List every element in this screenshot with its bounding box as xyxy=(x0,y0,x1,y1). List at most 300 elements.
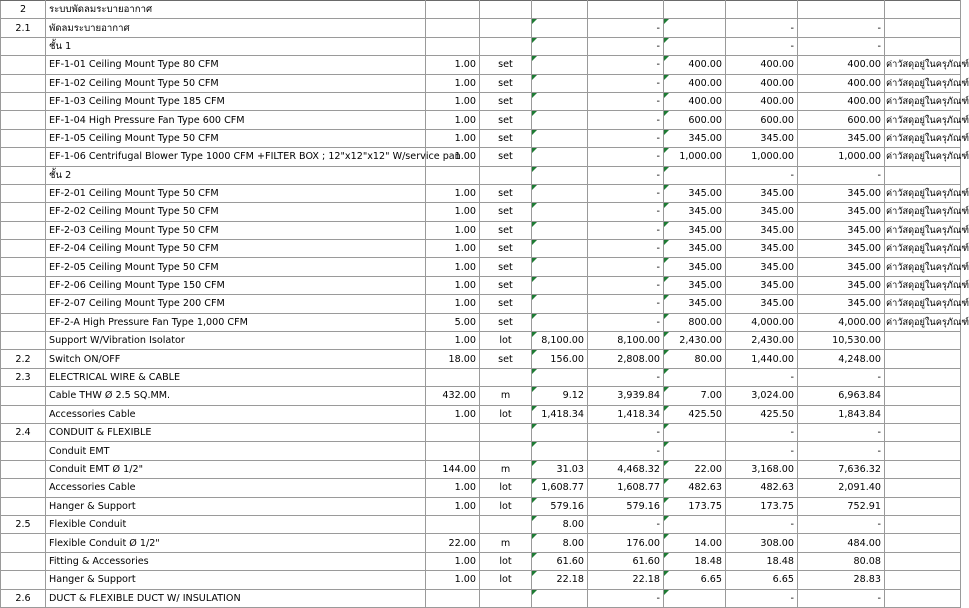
remark-cell[interactable] xyxy=(885,589,961,607)
grand-total-cell[interactable]: - xyxy=(798,368,885,386)
quantity-cell[interactable] xyxy=(426,19,480,37)
labor-unit-price-cell[interactable]: 2,430.00 xyxy=(664,332,726,350)
unit-cell[interactable] xyxy=(480,515,532,533)
item-number-cell[interactable] xyxy=(1,166,46,184)
remark-cell[interactable] xyxy=(885,442,961,460)
item-number-cell[interactable] xyxy=(1,258,46,276)
material-unit-price-cell[interactable]: 579.16 xyxy=(532,497,588,515)
grand-total-cell[interactable]: 345.00 xyxy=(798,221,885,239)
quantity-cell[interactable] xyxy=(426,515,480,533)
description-cell[interactable]: EF-2-06 Ceiling Mount Type 150 CFM xyxy=(46,276,426,294)
labor-unit-price-cell[interactable]: 345.00 xyxy=(664,129,726,147)
description-cell[interactable]: Conduit EMT Ø 1/2" xyxy=(46,460,426,478)
material-unit-price-cell[interactable]: 22.18 xyxy=(532,571,588,589)
description-cell[interactable]: EF-1-04 High Pressure Fan Type 600 CFM xyxy=(46,111,426,129)
labor-unit-price-cell[interactable]: 400.00 xyxy=(664,74,726,92)
description-cell[interactable]: Cable THW Ø 2.5 SQ.MM. xyxy=(46,387,426,405)
material-total-cell[interactable]: - xyxy=(588,148,664,166)
grand-total-cell[interactable]: 1,000.00 xyxy=(798,148,885,166)
description-cell[interactable]: Conduit EMT xyxy=(46,442,426,460)
unit-cell[interactable]: set xyxy=(480,148,532,166)
remark-cell[interactable] xyxy=(885,423,961,441)
material-total-cell[interactable]: - xyxy=(588,589,664,607)
labor-total-cell[interactable]: 400.00 xyxy=(726,74,798,92)
unit-cell[interactable]: set xyxy=(480,111,532,129)
description-cell[interactable]: ELECTRICAL WIRE & CABLE xyxy=(46,368,426,386)
item-number-cell[interactable] xyxy=(1,221,46,239)
material-unit-price-cell[interactable] xyxy=(532,92,588,110)
material-unit-price-cell[interactable] xyxy=(532,295,588,313)
remark-cell[interactable] xyxy=(885,460,961,478)
material-unit-price-cell[interactable] xyxy=(532,368,588,386)
labor-total-cell[interactable]: - xyxy=(726,442,798,460)
grand-total-cell[interactable]: - xyxy=(798,37,885,55)
item-number-cell[interactable] xyxy=(1,332,46,350)
grand-total-cell[interactable]: 4,000.00 xyxy=(798,313,885,331)
labor-unit-price-cell[interactable]: 7.00 xyxy=(664,387,726,405)
quantity-cell[interactable]: 432.00 xyxy=(426,387,480,405)
material-total-cell[interactable]: - xyxy=(588,368,664,386)
unit-cell[interactable]: set xyxy=(480,184,532,202)
unit-cell[interactable]: m xyxy=(480,460,532,478)
labor-unit-price-cell[interactable] xyxy=(664,589,726,607)
item-number-cell[interactable] xyxy=(1,295,46,313)
description-cell[interactable]: EF-1-03 Ceiling Mount Type 185 CFM xyxy=(46,92,426,110)
remark-cell[interactable] xyxy=(885,497,961,515)
labor-total-cell[interactable]: 345.00 xyxy=(726,295,798,313)
remark-cell[interactable]: ค่าวัสดุอยู่ในครุภัณฑ์ xyxy=(885,203,961,221)
grand-total-cell[interactable]: 400.00 xyxy=(798,74,885,92)
labor-total-cell[interactable]: 308.00 xyxy=(726,534,798,552)
material-total-cell[interactable]: 22.18 xyxy=(588,571,664,589)
grand-total-cell[interactable]: - xyxy=(798,442,885,460)
unit-cell[interactable] xyxy=(480,19,532,37)
item-number-cell[interactable] xyxy=(1,460,46,478)
labor-total-cell[interactable]: 1,440.00 xyxy=(726,350,798,368)
remark-cell[interactable]: ค่าวัสดุอยู่ในครุภัณฑ์ xyxy=(885,74,961,92)
quantity-cell[interactable]: 1.00 xyxy=(426,571,480,589)
quantity-cell[interactable] xyxy=(426,368,480,386)
material-total-cell[interactable]: - xyxy=(588,313,664,331)
material-unit-price-cell[interactable] xyxy=(532,1,588,19)
material-total-cell[interactable]: - xyxy=(588,258,664,276)
item-number-cell[interactable]: 2.1 xyxy=(1,19,46,37)
grand-total-cell[interactable]: - xyxy=(798,423,885,441)
unit-cell[interactable] xyxy=(480,589,532,607)
grand-total-cell[interactable]: 400.00 xyxy=(798,92,885,110)
labor-unit-price-cell[interactable] xyxy=(664,37,726,55)
labor-unit-price-cell[interactable]: 400.00 xyxy=(664,92,726,110)
labor-unit-price-cell[interactable]: 345.00 xyxy=(664,240,726,258)
labor-total-cell[interactable]: 2,430.00 xyxy=(726,332,798,350)
material-unit-price-cell[interactable]: 9.12 xyxy=(532,387,588,405)
material-unit-price-cell[interactable] xyxy=(532,203,588,221)
material-total-cell[interactable]: 1,418.34 xyxy=(588,405,664,423)
unit-cell[interactable]: set xyxy=(480,295,532,313)
quantity-cell[interactable]: 1.00 xyxy=(426,497,480,515)
description-cell[interactable]: Flexible Conduit Ø 1/2" xyxy=(46,534,426,552)
material-unit-price-cell[interactable] xyxy=(532,184,588,202)
unit-cell[interactable] xyxy=(480,37,532,55)
labor-total-cell[interactable]: 345.00 xyxy=(726,184,798,202)
remark-cell[interactable] xyxy=(885,534,961,552)
remark-cell[interactable]: ค่าวัสดุอยู่ในครุภัณฑ์ xyxy=(885,313,961,331)
grand-total-cell[interactable]: - xyxy=(798,589,885,607)
unit-cell[interactable]: set xyxy=(480,56,532,74)
labor-unit-price-cell[interactable] xyxy=(664,515,726,533)
labor-unit-price-cell[interactable]: 345.00 xyxy=(664,276,726,294)
description-cell[interactable]: EF-1-05 Ceiling Mount Type 50 CFM xyxy=(46,129,426,147)
quantity-cell[interactable]: 1.00 xyxy=(426,276,480,294)
material-unit-price-cell[interactable]: 8.00 xyxy=(532,534,588,552)
quantity-cell[interactable] xyxy=(426,589,480,607)
quantity-cell[interactable]: 1.00 xyxy=(426,148,480,166)
labor-total-cell[interactable]: - xyxy=(726,37,798,55)
item-number-cell[interactable] xyxy=(1,240,46,258)
item-number-cell[interactable]: 2 xyxy=(1,1,46,19)
quantity-cell[interactable]: 1.00 xyxy=(426,203,480,221)
material-total-cell[interactable]: 4,468.32 xyxy=(588,460,664,478)
material-unit-price-cell[interactable] xyxy=(532,56,588,74)
material-unit-price-cell[interactable] xyxy=(532,37,588,55)
grand-total-cell[interactable]: 752.91 xyxy=(798,497,885,515)
material-unit-price-cell[interactable]: 8,100.00 xyxy=(532,332,588,350)
grand-total-cell[interactable]: 4,248.00 xyxy=(798,350,885,368)
remark-cell[interactable] xyxy=(885,387,961,405)
description-cell[interactable]: Switch ON/OFF xyxy=(46,350,426,368)
material-unit-price-cell[interactable] xyxy=(532,442,588,460)
labor-total-cell[interactable]: 173.75 xyxy=(726,497,798,515)
quantity-cell[interactable] xyxy=(426,423,480,441)
remark-cell[interactable] xyxy=(885,552,961,570)
labor-unit-price-cell[interactable]: 425.50 xyxy=(664,405,726,423)
labor-total-cell[interactable]: 345.00 xyxy=(726,203,798,221)
grand-total-cell[interactable]: 28.83 xyxy=(798,571,885,589)
unit-cell[interactable]: lot xyxy=(480,552,532,570)
description-cell[interactable]: EF-2-A High Pressure Fan Type 1,000 CFM xyxy=(46,313,426,331)
labor-total-cell[interactable]: 400.00 xyxy=(726,92,798,110)
labor-total-cell[interactable]: 345.00 xyxy=(726,221,798,239)
unit-cell[interactable]: m xyxy=(480,387,532,405)
labor-unit-price-cell[interactable]: 22.00 xyxy=(664,460,726,478)
item-number-cell[interactable] xyxy=(1,442,46,460)
remark-cell[interactable] xyxy=(885,1,961,19)
unit-cell[interactable] xyxy=(480,1,532,19)
item-number-cell[interactable] xyxy=(1,313,46,331)
material-total-cell[interactable]: - xyxy=(588,240,664,258)
material-unit-price-cell[interactable] xyxy=(532,589,588,607)
item-number-cell[interactable] xyxy=(1,534,46,552)
labor-unit-price-cell[interactable]: 14.00 xyxy=(664,534,726,552)
labor-total-cell[interactable]: 1,000.00 xyxy=(726,148,798,166)
labor-total-cell[interactable]: - xyxy=(726,368,798,386)
labor-unit-price-cell[interactable]: 345.00 xyxy=(664,295,726,313)
item-number-cell[interactable] xyxy=(1,148,46,166)
item-number-cell[interactable]: 2.4 xyxy=(1,423,46,441)
quantity-cell[interactable]: 1.00 xyxy=(426,479,480,497)
quantity-cell[interactable]: 1.00 xyxy=(426,92,480,110)
unit-cell[interactable] xyxy=(480,166,532,184)
labor-unit-price-cell[interactable]: 1,000.00 xyxy=(664,148,726,166)
unit-cell[interactable]: lot xyxy=(480,479,532,497)
material-total-cell[interactable]: - xyxy=(588,129,664,147)
grand-total-cell[interactable]: 400.00 xyxy=(798,56,885,74)
remark-cell[interactable]: ค่าวัสดุอยู่ในครุภัณฑ์ xyxy=(885,111,961,129)
labor-total-cell[interactable]: 345.00 xyxy=(726,258,798,276)
material-unit-price-cell[interactable] xyxy=(532,74,588,92)
material-unit-price-cell[interactable] xyxy=(532,313,588,331)
item-number-cell[interactable]: 2.6 xyxy=(1,589,46,607)
material-total-cell[interactable]: 3,939.84 xyxy=(588,387,664,405)
quantity-cell[interactable]: 1.00 xyxy=(426,552,480,570)
item-number-cell[interactable] xyxy=(1,74,46,92)
labor-total-cell[interactable]: 345.00 xyxy=(726,240,798,258)
labor-total-cell[interactable]: - xyxy=(726,166,798,184)
labor-total-cell[interactable]: 345.00 xyxy=(726,129,798,147)
quantity-cell[interactable]: 1.00 xyxy=(426,332,480,350)
labor-total-cell[interactable]: 345.00 xyxy=(726,276,798,294)
material-unit-price-cell[interactable] xyxy=(532,166,588,184)
description-cell[interactable]: EF-2-07 Ceiling Mount Type 200 CFM xyxy=(46,295,426,313)
unit-cell[interactable]: set xyxy=(480,258,532,276)
material-total-cell[interactable]: - xyxy=(588,92,664,110)
labor-unit-price-cell[interactable]: 345.00 xyxy=(664,184,726,202)
labor-unit-price-cell[interactable] xyxy=(664,166,726,184)
remark-cell[interactable] xyxy=(885,332,961,350)
unit-cell[interactable]: set xyxy=(480,221,532,239)
remark-cell[interactable] xyxy=(885,515,961,533)
remark-cell[interactable]: ค่าวัสดุอยู่ในครุภัณฑ์ xyxy=(885,258,961,276)
unit-cell[interactable]: set xyxy=(480,203,532,221)
material-total-cell[interactable]: - xyxy=(588,423,664,441)
description-cell[interactable]: CONDUIT & FLEXIBLE xyxy=(46,423,426,441)
remark-cell[interactable]: ค่าวัสดุอยู่ในครุภัณฑ์ xyxy=(885,240,961,258)
material-unit-price-cell[interactable] xyxy=(532,129,588,147)
item-number-cell[interactable] xyxy=(1,479,46,497)
item-number-cell[interactable] xyxy=(1,92,46,110)
material-total-cell[interactable]: - xyxy=(588,203,664,221)
material-total-cell[interactable]: - xyxy=(588,515,664,533)
description-cell[interactable]: EF-1-02 Ceiling Mount Type 50 CFM xyxy=(46,74,426,92)
description-cell[interactable]: Accessories Cable xyxy=(46,405,426,423)
remark-cell[interactable]: ค่าวัสดุอยู่ในครุภัณฑ์ xyxy=(885,148,961,166)
remark-cell[interactable]: ค่าวัสดุอยู่ในครุภัณฑ์ xyxy=(885,184,961,202)
material-total-cell[interactable]: - xyxy=(588,74,664,92)
grand-total-cell[interactable]: 345.00 xyxy=(798,184,885,202)
description-cell[interactable]: EF-2-01 Ceiling Mount Type 50 CFM xyxy=(46,184,426,202)
material-total-cell[interactable]: 1,608.77 xyxy=(588,479,664,497)
material-unit-price-cell[interactable] xyxy=(532,148,588,166)
description-cell[interactable]: ระบบพัดลมระบายอากาศ xyxy=(46,1,426,19)
unit-cell[interactable]: set xyxy=(480,74,532,92)
material-total-cell[interactable]: - xyxy=(588,19,664,37)
material-total-cell[interactable]: - xyxy=(588,295,664,313)
unit-cell[interactable]: lot xyxy=(480,332,532,350)
quantity-cell[interactable]: 1.00 xyxy=(426,74,480,92)
labor-total-cell[interactable]: - xyxy=(726,515,798,533)
item-number-cell[interactable] xyxy=(1,56,46,74)
unit-cell[interactable] xyxy=(480,368,532,386)
quantity-cell[interactable]: 1.00 xyxy=(426,184,480,202)
description-cell[interactable]: EF-1-01 Ceiling Mount Type 80 CFM xyxy=(46,56,426,74)
material-total-cell[interactable]: 176.00 xyxy=(588,534,664,552)
item-number-cell[interactable]: 2.5 xyxy=(1,515,46,533)
unit-cell[interactable]: set xyxy=(480,313,532,331)
material-total-cell[interactable]: - xyxy=(588,56,664,74)
material-unit-price-cell[interactable]: 1,418.34 xyxy=(532,405,588,423)
labor-total-cell[interactable]: - xyxy=(726,19,798,37)
item-number-cell[interactable] xyxy=(1,37,46,55)
material-total-cell[interactable]: - xyxy=(588,442,664,460)
description-cell[interactable]: Hanger & Support xyxy=(46,497,426,515)
labor-unit-price-cell[interactable] xyxy=(664,368,726,386)
grand-total-cell[interactable] xyxy=(798,1,885,19)
labor-unit-price-cell[interactable]: 482.63 xyxy=(664,479,726,497)
unit-cell[interactable] xyxy=(480,442,532,460)
labor-unit-price-cell[interactable]: 400.00 xyxy=(664,56,726,74)
unit-cell[interactable]: lot xyxy=(480,571,532,589)
remark-cell[interactable] xyxy=(885,166,961,184)
unit-cell[interactable]: lot xyxy=(480,405,532,423)
item-number-cell[interactable] xyxy=(1,497,46,515)
description-cell[interactable]: EF-2-04 Ceiling Mount Type 50 CFM xyxy=(46,240,426,258)
labor-total-cell[interactable]: 400.00 xyxy=(726,56,798,74)
unit-cell[interactable]: m xyxy=(480,534,532,552)
material-total-cell[interactable] xyxy=(588,1,664,19)
grand-total-cell[interactable]: 345.00 xyxy=(798,295,885,313)
grand-total-cell[interactable]: - xyxy=(798,166,885,184)
quantity-cell[interactable]: 1.00 xyxy=(426,111,480,129)
grand-total-cell[interactable]: 345.00 xyxy=(798,276,885,294)
remark-cell[interactable]: ค่าวัสดุอยู่ในครุภัณฑ์ xyxy=(885,276,961,294)
material-unit-price-cell[interactable] xyxy=(532,221,588,239)
description-cell[interactable]: Fitting & Accessories xyxy=(46,552,426,570)
description-cell[interactable]: ชั้น 2 xyxy=(46,166,426,184)
item-number-cell[interactable] xyxy=(1,111,46,129)
description-cell[interactable]: Flexible Conduit xyxy=(46,515,426,533)
description-cell[interactable]: DUCT & FLEXIBLE DUCT W/ INSULATION xyxy=(46,589,426,607)
grand-total-cell[interactable]: 2,091.40 xyxy=(798,479,885,497)
labor-total-cell[interactable]: 18.48 xyxy=(726,552,798,570)
labor-unit-price-cell[interactable] xyxy=(664,19,726,37)
material-total-cell[interactable]: - xyxy=(588,111,664,129)
unit-cell[interactable]: set xyxy=(480,129,532,147)
unit-cell[interactable]: set xyxy=(480,350,532,368)
unit-cell[interactable]: set xyxy=(480,276,532,294)
quantity-cell[interactable] xyxy=(426,166,480,184)
item-number-cell[interactable] xyxy=(1,184,46,202)
labor-unit-price-cell[interactable]: 800.00 xyxy=(664,313,726,331)
labor-total-cell[interactable]: 600.00 xyxy=(726,111,798,129)
grand-total-cell[interactable]: 600.00 xyxy=(798,111,885,129)
grand-total-cell[interactable]: 345.00 xyxy=(798,129,885,147)
remark-cell[interactable] xyxy=(885,19,961,37)
labor-total-cell[interactable]: 3,024.00 xyxy=(726,387,798,405)
description-cell[interactable]: EF-2-03 Ceiling Mount Type 50 CFM xyxy=(46,221,426,239)
item-number-cell[interactable]: 2.3 xyxy=(1,368,46,386)
quantity-cell[interactable]: 1.00 xyxy=(426,56,480,74)
material-unit-price-cell[interactable] xyxy=(532,240,588,258)
labor-unit-price-cell[interactable]: 80.00 xyxy=(664,350,726,368)
material-total-cell[interactable]: - xyxy=(588,37,664,55)
quantity-cell[interactable] xyxy=(426,1,480,19)
remark-cell[interactable]: ค่าวัสดุอยู่ในครุภัณฑ์ xyxy=(885,295,961,313)
material-total-cell[interactable]: 2,808.00 xyxy=(588,350,664,368)
material-unit-price-cell[interactable] xyxy=(532,423,588,441)
grand-total-cell[interactable]: 10,530.00 xyxy=(798,332,885,350)
description-cell[interactable]: พัดลมระบายอากาศ xyxy=(46,19,426,37)
remark-cell[interactable]: ค่าวัสดุอยู่ในครุภัณฑ์ xyxy=(885,129,961,147)
quantity-cell[interactable] xyxy=(426,37,480,55)
item-number-cell[interactable]: 2.2 xyxy=(1,350,46,368)
labor-unit-price-cell[interactable]: 345.00 xyxy=(664,258,726,276)
labor-total-cell[interactable]: 4,000.00 xyxy=(726,313,798,331)
labor-unit-price-cell[interactable]: 345.00 xyxy=(664,203,726,221)
quantity-cell[interactable] xyxy=(426,442,480,460)
labor-total-cell[interactable] xyxy=(726,1,798,19)
grand-total-cell[interactable]: 6,963.84 xyxy=(798,387,885,405)
material-total-cell[interactable]: - xyxy=(588,221,664,239)
material-total-cell[interactable]: - xyxy=(588,276,664,294)
grand-total-cell[interactable]: 345.00 xyxy=(798,258,885,276)
grand-total-cell[interactable]: 484.00 xyxy=(798,534,885,552)
description-cell[interactable]: EF-1-06 Centrifugal Blower Type 1000 CFM +FILTER BOX ; 12"x12"x12" W/service pan xyxy=(46,148,426,166)
material-unit-price-cell[interactable] xyxy=(532,258,588,276)
grand-total-cell[interactable]: 1,843.84 xyxy=(798,405,885,423)
labor-total-cell[interactable]: 3,168.00 xyxy=(726,460,798,478)
grand-total-cell[interactable]: - xyxy=(798,19,885,37)
material-unit-price-cell[interactable]: 31.03 xyxy=(532,460,588,478)
material-total-cell[interactable]: - xyxy=(588,166,664,184)
labor-unit-price-cell[interactable] xyxy=(664,423,726,441)
labor-unit-price-cell[interactable]: 173.75 xyxy=(664,497,726,515)
unit-cell[interactable] xyxy=(480,423,532,441)
material-unit-price-cell[interactable] xyxy=(532,276,588,294)
material-unit-price-cell[interactable]: 156.00 xyxy=(532,350,588,368)
quantity-cell[interactable]: 1.00 xyxy=(426,295,480,313)
labor-unit-price-cell[interactable]: 600.00 xyxy=(664,111,726,129)
remark-cell[interactable]: ค่าวัสดุอยู่ในครุภัณฑ์ xyxy=(885,56,961,74)
item-number-cell[interactable] xyxy=(1,405,46,423)
grand-total-cell[interactable]: 345.00 xyxy=(798,240,885,258)
material-total-cell[interactable]: 8,100.00 xyxy=(588,332,664,350)
item-number-cell[interactable] xyxy=(1,276,46,294)
labor-unit-price-cell[interactable]: 345.00 xyxy=(664,221,726,239)
item-number-cell[interactable] xyxy=(1,552,46,570)
description-cell[interactable]: Hanger & Support xyxy=(46,571,426,589)
remark-cell[interactable] xyxy=(885,405,961,423)
item-number-cell[interactable] xyxy=(1,129,46,147)
material-unit-price-cell[interactable]: 61.60 xyxy=(532,552,588,570)
item-number-cell[interactable] xyxy=(1,203,46,221)
material-unit-price-cell[interactable]: 1,608.77 xyxy=(532,479,588,497)
grand-total-cell[interactable]: 80.08 xyxy=(798,552,885,570)
item-number-cell[interactable] xyxy=(1,387,46,405)
remark-cell[interactable] xyxy=(885,350,961,368)
labor-unit-price-cell[interactable] xyxy=(664,1,726,19)
unit-cell[interactable]: lot xyxy=(480,497,532,515)
quantity-cell[interactable]: 5.00 xyxy=(426,313,480,331)
description-cell[interactable]: EF-2-05 Ceiling Mount Type 50 CFM xyxy=(46,258,426,276)
remark-cell[interactable] xyxy=(885,37,961,55)
remark-cell[interactable] xyxy=(885,571,961,589)
remark-cell[interactable] xyxy=(885,479,961,497)
labor-unit-price-cell[interactable]: 18.48 xyxy=(664,552,726,570)
material-unit-price-cell[interactable]: 8.00 xyxy=(532,515,588,533)
labor-total-cell[interactable]: - xyxy=(726,589,798,607)
unit-cell[interactable]: set xyxy=(480,92,532,110)
quantity-cell[interactable]: 22.00 xyxy=(426,534,480,552)
